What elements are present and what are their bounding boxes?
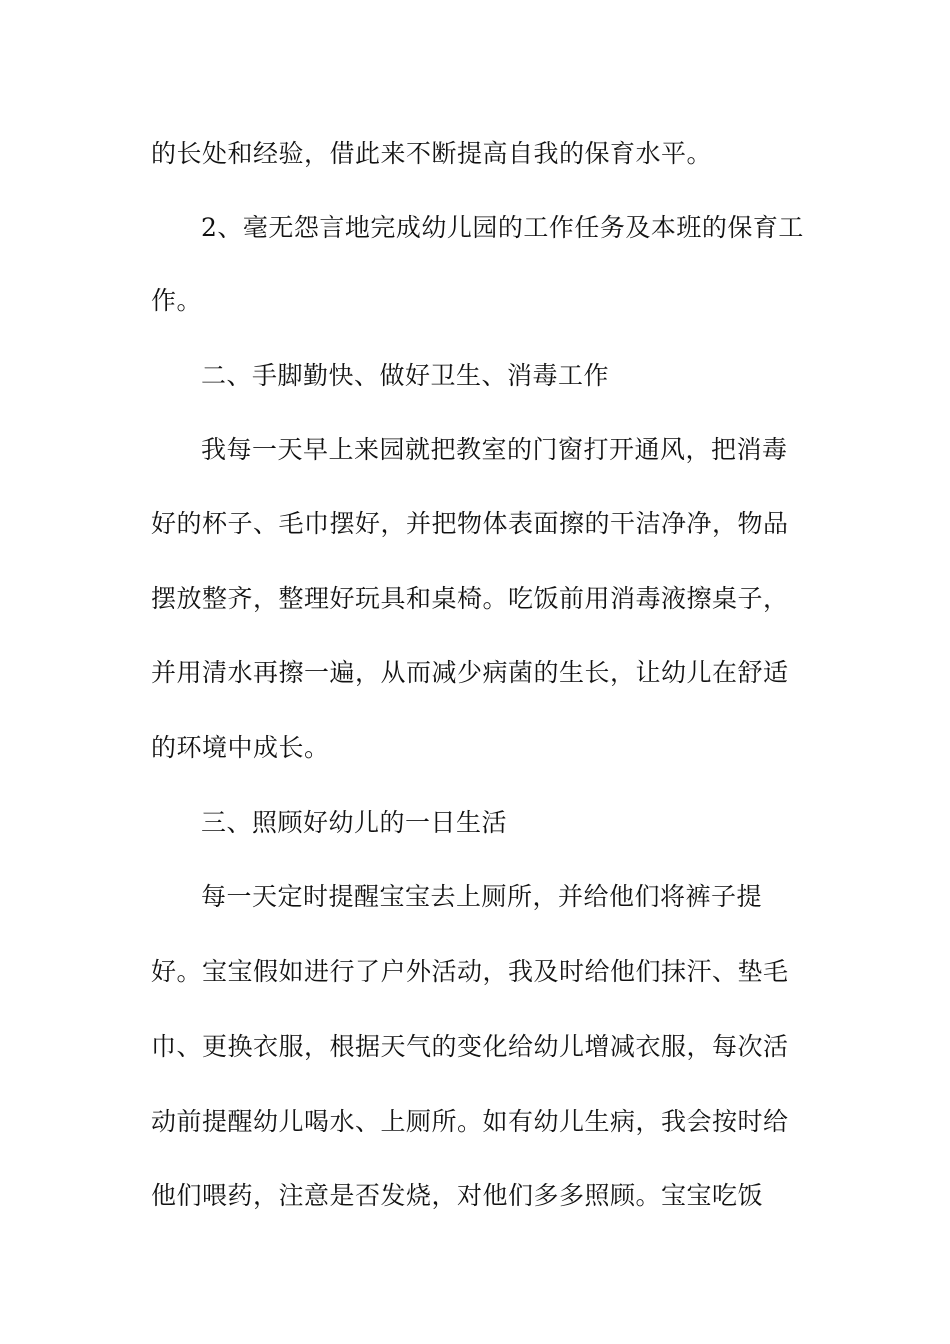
text-line: 每一天定时提醒宝宝去上厕所，并给他们将裤子提	[201, 882, 763, 911]
text-line: 并用清水再擦一遍，从而减少病菌的生长，让幼儿在舒适	[151, 658, 789, 687]
text-line: 的长处和经验，借此来不断提高自我的保育水平。	[151, 139, 713, 168]
text-line: 作。	[151, 286, 203, 315]
text-line: 2、毫无怨言地完成幼儿园的工作任务及本班的保育工	[201, 213, 804, 242]
text-line: 的环境中成长。	[151, 733, 330, 762]
text-line: 我每一天早上来园就把教室的门窗打开通风，把消毒	[201, 435, 788, 464]
text-line: 摆放整齐，整理好玩具和桌椅。吃饭前用消毒液擦桌子，	[151, 584, 789, 613]
section-heading: 三、照顾好幼儿的一日生活	[201, 808, 508, 837]
text-line: 动前提醒幼儿喝水、上厕所。如有幼儿生病，我会按时给	[151, 1107, 789, 1136]
text-line: 好的杯子、毛巾摆好，并把物体表面擦的干洁净净，物品	[151, 509, 789, 538]
text-line: 巾、更换衣服，根据天气的变化给幼儿增减衣服，每次活	[151, 1032, 789, 1061]
section-heading: 二、手脚勤快、做好卫生、消毒工作	[201, 361, 610, 390]
text-line: 他们喂药，注意是否发烧，对他们多多照顾。宝宝吃饭	[151, 1181, 764, 1210]
text-line: 好。宝宝假如进行了户外活动，我及时给他们抹汗、垫毛	[151, 957, 789, 986]
